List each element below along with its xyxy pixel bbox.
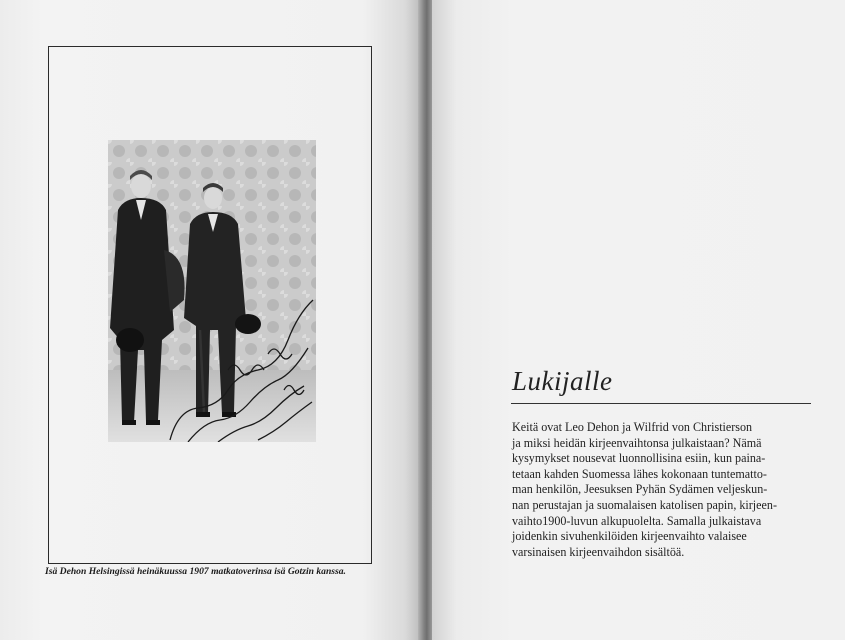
paragraph-line: joidenkin sivuhenkilöiden kirjeenvaihto valaisee [512, 529, 747, 544]
section-heading: Lukijalle [512, 366, 613, 396]
paragraph-line: Keitä ovat Leo Dehon ja Wilfrid von Christierson [512, 420, 753, 434]
body-paragraph [512, 420, 812, 560]
paragraph-line: nan perustajan ja suomalaisen katolisen papin, kirjeen- [512, 497, 777, 512]
paragraph-line: man henkilön, Jeesuksen Pyhän Sydämen veljeskun- [512, 482, 768, 497]
paragraph-line: vaihto1900-luvun alkupuolelta. Samalla julkaistava [512, 513, 762, 528]
photo-two-men-illustration [108, 140, 316, 442]
paragraph-line: kysymykset nousevat luonnollisina esiin, kun paina- [512, 451, 766, 466]
paragraph-line: tetaan kahden Suomessa lähes kokonaan tuntematto- [512, 466, 767, 481]
paragraph-line: varsinaisen kirjeenvaihdon sisältöä. [512, 544, 685, 559]
photo-caption: Isä Dehon Helsingissä heinäkuussa 1907 matkatoverinsa isä Gotzin kanssa. [45, 566, 346, 577]
historical-photo [108, 140, 316, 442]
heading-rule [511, 403, 811, 404]
paragraph-line: ja miksi heidän kirjeenvaihtonsa julkaistaan? Nämä [512, 435, 762, 450]
